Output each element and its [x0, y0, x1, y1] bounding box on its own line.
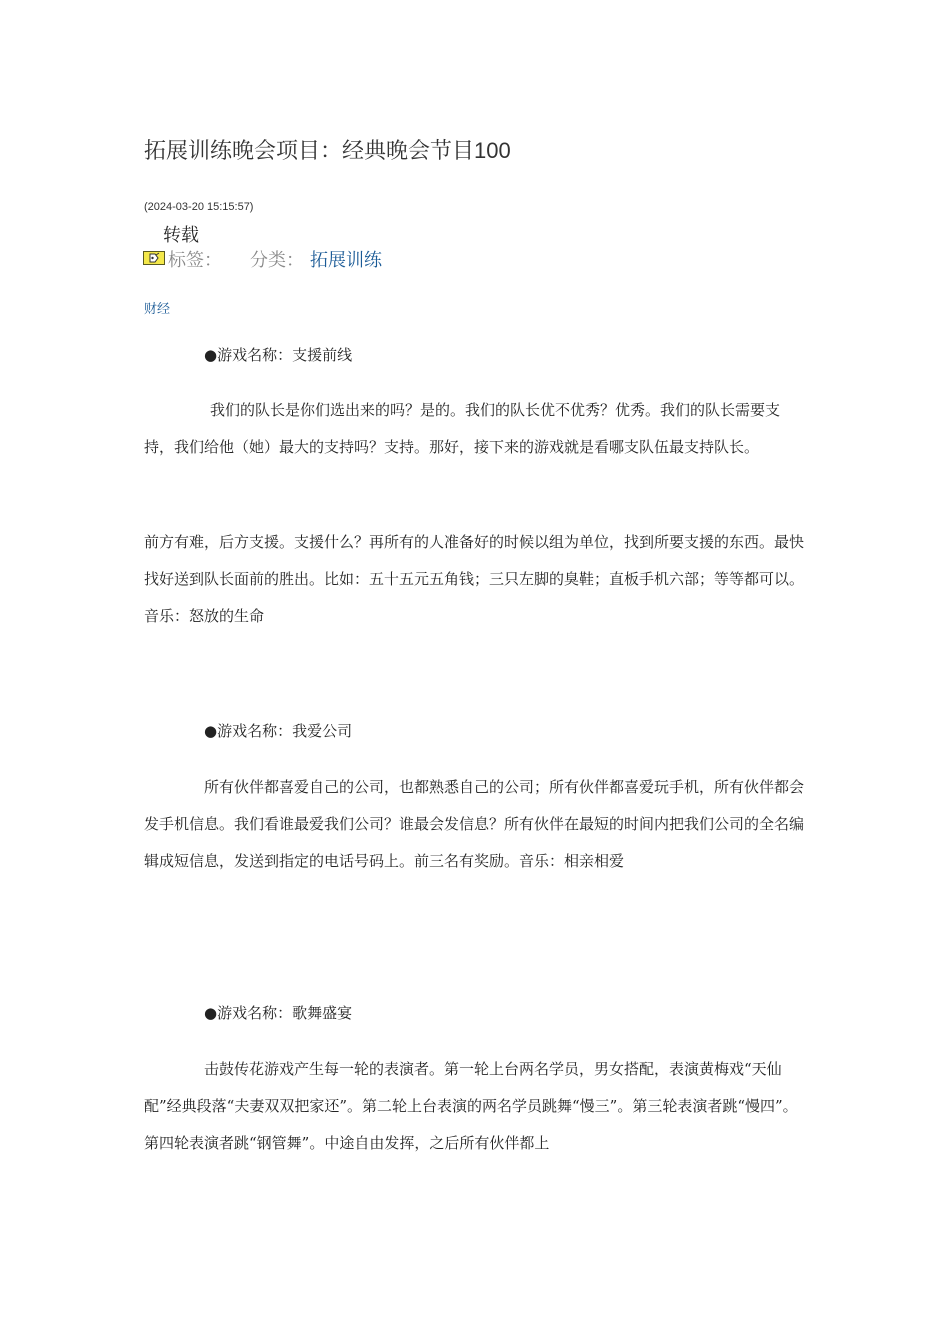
- finance-link[interactable]: 财经: [144, 302, 171, 317]
- section-heading-text: 游戏名称：我爱公司: [217, 722, 353, 740]
- category-link[interactable]: 拓展训练: [310, 250, 382, 271]
- section-paragraph: 击鼓传花游戏产生每一轮的表演者。第一轮上台两名学员，男女搭配，表演黄梅戏“天仙配”经典段落“夫妻双双把家还”。第二轮上台表演的两名学员跳舞“慢三”。第三轮表演者跳“慢四”。第四轮表演者跳“钢管舞”。中途自由发挥，之后所有伙伴都上: [144, 1060, 798, 1152]
- bullet-icon: ●: [204, 1004, 218, 1022]
- tag-category-row: [143, 246, 382, 272]
- category-label: 分类：: [250, 250, 304, 271]
- section-heading-text: 游戏名称：支援前线: [217, 346, 353, 364]
- section-heading: [204, 344, 352, 365]
- tag-icon: [143, 249, 165, 263]
- bullet-icon: ●: [204, 346, 218, 364]
- tags-label: 标签：: [168, 250, 222, 271]
- section-heading: [204, 720, 352, 741]
- repost-label: 转载: [163, 225, 199, 246]
- section-paragraph: 所有伙伴都喜爱自己的公司，也都熟悉自己的公司；所有伙伴都喜爱玩手机，所有伙伴都会发手机信息。我们看谁最爱我们公司？谁最会发信息？所有伙伴在最短的时间内把我们公司的全名编辑成短信息，发送到指定的电话号码上。前三名有奖励。音乐：相亲相爱: [144, 778, 805, 870]
- section-heading-text: 游戏名称：歌舞盛宴: [217, 1004, 353, 1022]
- section-paragraph: 前方有难，后方支援。支援什么？再所有的人准备好的时候以组为单位，找到所要支援的东西。最快找好送到队长面前的胜出。比如：五十五元五角钱；三只左脚的臭鞋；直板手机六部；等等都可以。音乐：怒放的生命: [144, 533, 805, 625]
- article-title: 拓展训练晚会项目：经典晚会节目100: [144, 138, 511, 163]
- section-heading: [204, 1002, 352, 1023]
- bullet-icon: ●: [204, 722, 218, 740]
- section-paragraph: 我们的队长是你们选出来的吗？是的。我们的队长优不优秀？优秀。我们的队长需要支持，我们给他（她）最大的支持吗？支持。那好，接下来的游戏就是看哪支队伍最支持队长。: [144, 401, 781, 456]
- article-timestamp: (2024-03-20 15:15:57): [144, 201, 254, 213]
